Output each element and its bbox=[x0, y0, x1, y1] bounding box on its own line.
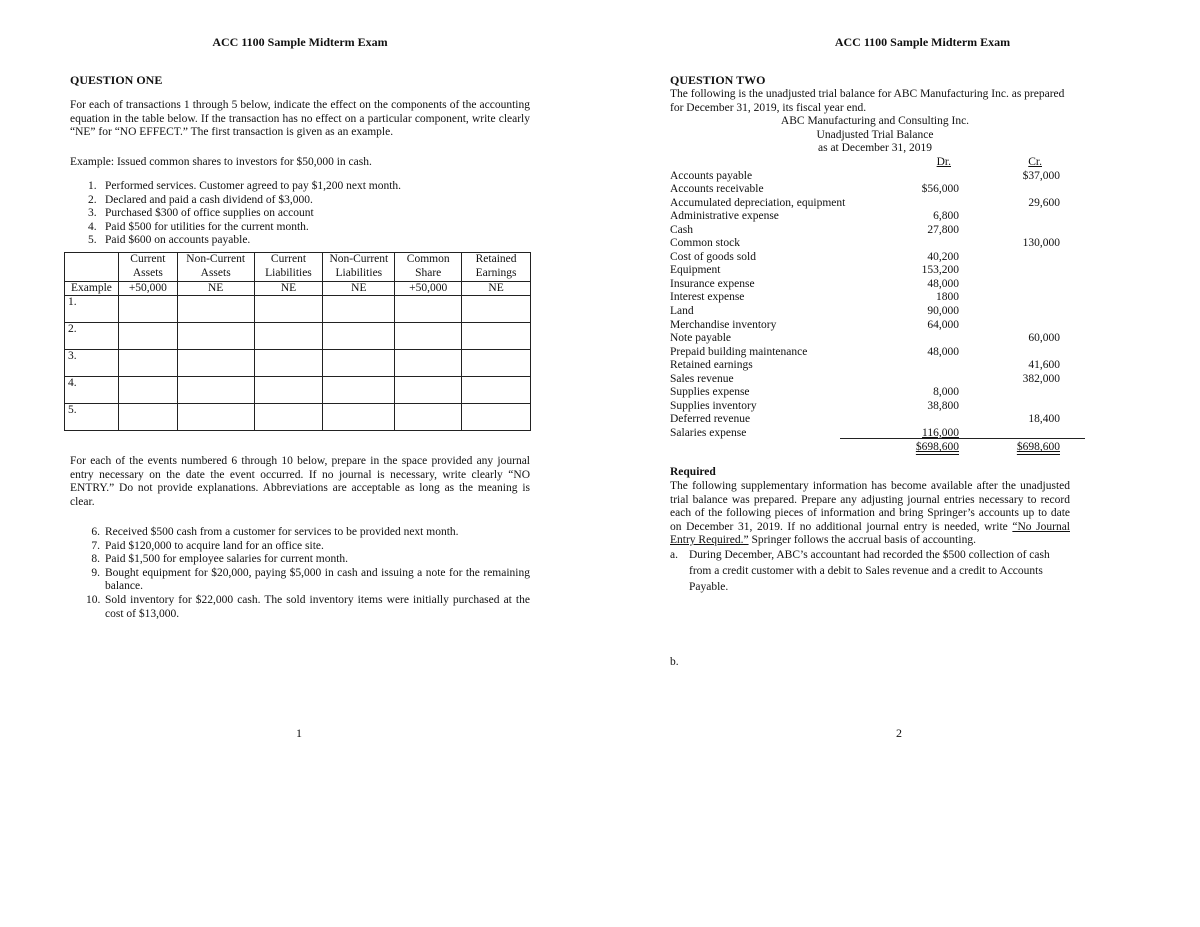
credit-amount: 60,000 bbox=[1028, 332, 1060, 345]
list-item: 6. Received $500 cash from a customer for services to be provided next month. bbox=[91, 526, 459, 538]
page-header: ACC 1100 Sample Midterm Exam bbox=[834, 35, 1011, 49]
account-name: Retained earnings bbox=[670, 359, 753, 372]
accounting-equation-table bbox=[64, 252, 531, 431]
list-item: 5. Paid $600 on accounts payable. bbox=[88, 234, 251, 247]
credit-header: Cr. bbox=[1028, 156, 1042, 168]
answer-cell[interactable] bbox=[254, 377, 323, 404]
answer-cell[interactable] bbox=[395, 323, 462, 350]
column-headers bbox=[670, 156, 1085, 170]
table-header-cell: Current Liabilities bbox=[254, 253, 323, 282]
row-label: 2. bbox=[65, 323, 119, 350]
answer-cell[interactable] bbox=[395, 350, 462, 377]
transaction-list bbox=[88, 180, 528, 248]
required-title: Required bbox=[670, 466, 716, 478]
account-name: Supplies inventory bbox=[670, 399, 757, 412]
answer-cell[interactable] bbox=[395, 404, 462, 431]
debit-amount: 48,000 bbox=[927, 277, 959, 290]
answer-cell[interactable] bbox=[323, 377, 395, 404]
table-row bbox=[670, 170, 1085, 184]
table-cell: +50,000 bbox=[395, 282, 462, 296]
total-debits: $698,600 bbox=[915, 441, 959, 454]
answer-cell[interactable] bbox=[177, 350, 254, 377]
account-name: Land bbox=[670, 305, 694, 318]
account-name: Insurance expense bbox=[670, 277, 755, 290]
table-header-cell: Retained Earnings bbox=[462, 253, 531, 282]
statement-title: Unadjusted Trial Balance bbox=[816, 128, 934, 141]
account-rows bbox=[670, 170, 1085, 441]
answer-cell[interactable] bbox=[118, 350, 177, 377]
credit-amount: 382,000 bbox=[1022, 372, 1060, 385]
debit-amount: 90,000 bbox=[927, 305, 959, 318]
total-credits: $698,600 bbox=[1016, 441, 1060, 454]
item-text: During December, ABC’s accountant had recorded the $500 collection of cash from a credit customer with a debit to Sales revenue and a credit to Accounts Payable. bbox=[689, 549, 1050, 593]
table-header-cell: Common Share bbox=[395, 253, 462, 282]
table-header-cell: Current Assets bbox=[118, 253, 177, 282]
account-name: Common stock bbox=[670, 237, 740, 250]
list-item: 1. Performed services. Customer agreed to pay $1,200 next month. bbox=[88, 180, 402, 192]
table-cell: Example bbox=[65, 282, 119, 296]
trial-balance bbox=[670, 156, 1085, 455]
required-instructions: The following supplementary information has become available after the unadjusted trial balance was prepared. Prepare any adjusting journal entries necessary to record each of the following pieces of information and bring Springer’s accounts up to date on December 31, 2019. If no additional journal entry is needed, write “No Journal Entry Required.” Springer follows the accrual basis of accounting. bbox=[670, 480, 1070, 547]
row-label: 1. bbox=[65, 296, 119, 323]
answer-cell[interactable] bbox=[118, 377, 177, 404]
account-name: Interest expense bbox=[670, 291, 745, 304]
table-row bbox=[670, 251, 1085, 265]
table-row bbox=[65, 350, 531, 377]
account-name: Cash bbox=[670, 223, 693, 236]
table-cell: NE bbox=[254, 282, 323, 296]
credit-amount: 29,600 bbox=[1028, 196, 1060, 209]
debit-amount: 8,000 bbox=[933, 386, 959, 399]
answer-cell[interactable] bbox=[254, 350, 323, 377]
list-item: 4. Paid $500 for utilities for the current month. bbox=[88, 220, 309, 233]
answer-cell[interactable] bbox=[395, 296, 462, 323]
adjustment-item-b: b. bbox=[670, 656, 679, 668]
account-name: Administrative expense bbox=[670, 210, 779, 223]
debit-amount: 64,000 bbox=[927, 318, 959, 331]
answer-cell[interactable] bbox=[254, 323, 323, 350]
account-name: Deferred revenue bbox=[670, 413, 751, 426]
debit-amount: 48,000 bbox=[927, 345, 959, 358]
row-label: 5. bbox=[65, 404, 119, 431]
table-row bbox=[670, 224, 1085, 238]
account-name: Accounts receivable bbox=[670, 183, 764, 196]
table-row bbox=[670, 237, 1085, 251]
table-row bbox=[670, 278, 1085, 292]
answer-cell[interactable] bbox=[462, 377, 531, 404]
answer-cell[interactable] bbox=[118, 404, 177, 431]
answer-cell[interactable] bbox=[254, 404, 323, 431]
page-number: 1 bbox=[296, 726, 302, 740]
answer-cell[interactable] bbox=[462, 296, 531, 323]
list-item: 3. Purchased $300 of office supplies on account bbox=[88, 207, 314, 220]
debit-amount: 38,800 bbox=[927, 399, 959, 412]
answer-cell[interactable] bbox=[462, 404, 531, 431]
answer-cell[interactable] bbox=[395, 377, 462, 404]
table-row bbox=[670, 386, 1085, 400]
account-name: Accumulated depreciation, equipment bbox=[670, 196, 846, 209]
account-name: Salaries expense bbox=[670, 426, 747, 439]
answer-cell[interactable] bbox=[177, 296, 254, 323]
debit-amount: 1800 bbox=[936, 291, 959, 304]
table-cell: NE bbox=[323, 282, 395, 296]
credit-amount: 18,400 bbox=[1028, 413, 1060, 426]
answer-cell[interactable] bbox=[462, 323, 531, 350]
list-item: 2. Declared and paid a cash dividend of $3,000. bbox=[88, 193, 313, 206]
account-name: Equipment bbox=[670, 264, 721, 277]
answer-cell[interactable] bbox=[462, 350, 531, 377]
question-two-intro: The following is the unadjusted trial balance for ABC Manufacturing Inc. as prepared for December 31, 2019, its fiscal year end. bbox=[670, 88, 1065, 114]
answer-cell[interactable] bbox=[323, 350, 395, 377]
debit-header: Dr. bbox=[936, 156, 951, 168]
question-one-instructions: For each of transactions 1 through 5 below, indicate the effect on the components of the accounting equation in the table below. If the transaction has no effect on a particular component, write clearly “NE” for “NO EFFECT.” The first transaction is given as an example. bbox=[70, 99, 530, 139]
answer-cell[interactable] bbox=[177, 323, 254, 350]
table-row bbox=[670, 346, 1085, 360]
credit-amount: 130,000 bbox=[1022, 237, 1060, 250]
table-row bbox=[670, 413, 1085, 427]
row-label: 4. bbox=[65, 377, 119, 404]
answer-cell[interactable] bbox=[323, 296, 395, 323]
debit-amount: 27,800 bbox=[927, 223, 959, 236]
table-row bbox=[670, 373, 1085, 387]
debit-amount: 40,200 bbox=[927, 250, 959, 263]
account-name: Note payable bbox=[670, 332, 731, 345]
table-header-cell: Non-Current Assets bbox=[177, 253, 254, 282]
totals-row bbox=[670, 441, 1085, 455]
answer-cell[interactable] bbox=[177, 404, 254, 431]
table-row bbox=[670, 197, 1085, 211]
list-item: 9. Bought equipment for $20,000, paying $5,000 in cash and issuing a note for the remaining balance. bbox=[91, 566, 530, 593]
table-row bbox=[670, 183, 1085, 197]
table-row bbox=[65, 377, 531, 404]
list-item: 8. Paid $1,500 for employee salaries for current month. bbox=[91, 553, 349, 566]
answer-cell[interactable] bbox=[177, 377, 254, 404]
table-cell: +50,000 bbox=[118, 282, 177, 296]
table-row bbox=[65, 296, 531, 323]
table-header-cell bbox=[65, 253, 119, 282]
table-row bbox=[65, 404, 531, 431]
account-name: Supplies expense bbox=[670, 386, 750, 399]
account-name: Cost of goods sold bbox=[670, 250, 756, 263]
table-row bbox=[670, 210, 1085, 224]
answer-cell[interactable] bbox=[118, 323, 177, 350]
question-one-title: QUESTION ONE bbox=[70, 73, 163, 87]
table-row bbox=[670, 319, 1085, 333]
company-name: ABC Manufacturing and Consulting Inc. bbox=[780, 115, 970, 127]
row-label: 3. bbox=[65, 350, 119, 377]
answer-cell[interactable] bbox=[118, 296, 177, 323]
credit-amount: $37,000 bbox=[1022, 169, 1060, 182]
page-header: ACC 1100 Sample Midterm Exam bbox=[212, 35, 388, 49]
table-row bbox=[670, 359, 1085, 373]
table-header-cell: Non-Current Liabilities bbox=[323, 253, 395, 282]
answer-cell[interactable] bbox=[323, 404, 395, 431]
table-cell: NE bbox=[177, 282, 254, 296]
question-two-title: QUESTION TWO bbox=[670, 73, 766, 87]
journal-entry-instructions: For each of the events numbered 6 through 10 below, prepare in the space provided any journal entry necessary on the date the event occurred. If no journal is necessary, write clearly “NO ENTRY.” Do not provide explanations. Abbreviations are acceptable as long as the meaning is clear. bbox=[70, 455, 530, 508]
credit-amount: 41,600 bbox=[1028, 359, 1060, 372]
trial-balance-heading bbox=[670, 115, 1080, 156]
totals-rule bbox=[840, 438, 1085, 439]
debit-amount: 6,800 bbox=[933, 210, 959, 223]
statement-date: as at December 31, 2019 bbox=[817, 142, 932, 154]
table-row bbox=[670, 400, 1085, 414]
table-row bbox=[670, 332, 1085, 346]
adjustment-item-a bbox=[670, 547, 1070, 595]
event-list bbox=[86, 526, 530, 621]
list-item: 7. Paid $120,000 to acquire land for an office site. bbox=[91, 539, 324, 552]
table-row bbox=[65, 282, 531, 296]
account-name: Accounts payable bbox=[670, 169, 753, 182]
account-name: Prepaid building maintenance bbox=[670, 345, 808, 358]
debit-amount: 116,000 bbox=[922, 426, 959, 439]
table-row bbox=[670, 305, 1085, 319]
page-number: 2 bbox=[896, 726, 902, 740]
exam-page-2 bbox=[600, 0, 1200, 927]
table-row bbox=[670, 291, 1085, 305]
account-name: Merchandise inventory bbox=[670, 318, 777, 331]
debit-amount: 153,200 bbox=[921, 264, 959, 277]
answer-cell[interactable] bbox=[323, 323, 395, 350]
debit-amount: $56,000 bbox=[921, 183, 959, 196]
answer-cell[interactable] bbox=[254, 296, 323, 323]
list-item: 10. Sold inventory for $22,000 cash. The sold inventory items were initially purchased at the cost of $13,000. bbox=[86, 593, 530, 620]
table-header-row bbox=[65, 253, 531, 282]
example-transaction: Example: Issued common shares to investors for $50,000 in cash. bbox=[70, 156, 372, 168]
table-row bbox=[65, 323, 531, 350]
table-cell: NE bbox=[462, 282, 531, 296]
item-label: a. bbox=[670, 549, 678, 561]
account-name: Sales revenue bbox=[670, 372, 734, 385]
table-row bbox=[670, 264, 1085, 278]
